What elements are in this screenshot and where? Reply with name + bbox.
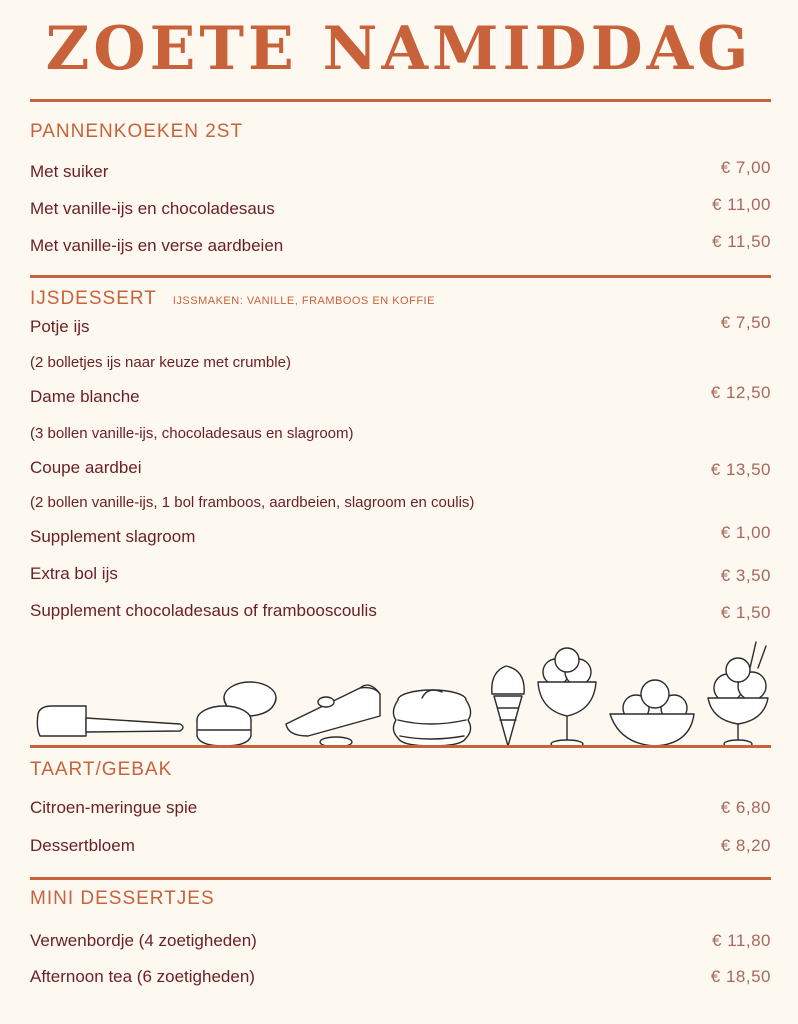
item-name: Afternoon tea (6 zoetigheden): [30, 967, 255, 986]
item-price: € 12,50: [710, 383, 771, 402]
sundae-glass-icon: [708, 642, 768, 748]
section-note: IJSSMAKEN: VANILLE, FRAMBOOS EN KOFFIE: [172, 295, 435, 307]
ice-cream-bowl-icon: [610, 680, 694, 746]
item-description: (2 bolletjes ijs naar keuze met crumble): [30, 354, 291, 371]
menu-item: [30, 561, 771, 587]
item-name: Supplement slagroom: [30, 527, 196, 546]
ice-cream-cup-icon: [538, 648, 596, 748]
item-name: Supplement chocoladesaus of frambooscoulis: [30, 601, 377, 620]
section-heading-taart-gebak: TAART/GEBAK: [30, 759, 173, 780]
menu-item: [30, 384, 771, 410]
item-price: € 3,50: [720, 566, 771, 585]
item-price: € 18,50: [710, 967, 771, 986]
item-name: Dame blanche: [30, 387, 140, 406]
item-price: € 11,50: [712, 232, 771, 251]
item-name: Dessertbloem: [30, 836, 135, 855]
section-heading-label: IJSDESSERT: [30, 288, 157, 309]
divider: [30, 877, 771, 880]
pancake-stack-icon: [393, 690, 470, 746]
item-description: (3 bollen vanille-ijs, chocoladesaus en slagroom): [30, 425, 354, 442]
pie-slice-icon: [286, 685, 380, 747]
item-description: (2 bollen vanille-ijs, 1 bol framboos, aardbeien, slagroom en coulis): [30, 494, 475, 511]
menu-item: [30, 524, 771, 550]
item-price: € 11,80: [712, 931, 771, 950]
section-heading-ijsdessert: [30, 288, 435, 310]
section-heading-mini-dessertjes: MINI DESSERTJES: [30, 888, 215, 909]
item-name: Extra bol ijs: [30, 564, 118, 583]
menu-item: [30, 795, 771, 821]
ice-cream-cone-icon: [492, 666, 524, 746]
item-price: € 1,50: [720, 603, 771, 622]
item-name: Met suiker: [30, 162, 109, 181]
item-price: € 7,00: [720, 158, 771, 177]
spatula-icon: [37, 706, 183, 736]
menu-item: [30, 455, 771, 481]
item-name: Citroen-meringue spie: [30, 798, 198, 817]
item-price: € 6,80: [720, 798, 771, 817]
item-price: € 13,50: [710, 460, 771, 479]
item-name: Met vanille-ijs en chocoladesaus: [30, 199, 275, 218]
item-price: € 1,00: [720, 523, 771, 542]
item-price: € 11,00: [712, 195, 771, 214]
section-heading-pannenkoeken: PANNENKOEKEN 2ST: [30, 121, 244, 142]
menu-item: [30, 196, 771, 222]
macarons-icon: [197, 682, 276, 746]
item-price: € 7,50: [720, 313, 771, 332]
menu-item: [30, 233, 771, 259]
menu-item: [30, 964, 771, 990]
item-name: Coupe aardbei: [30, 458, 142, 477]
item-name: Met vanille-ijs en verse aardbeien: [30, 236, 284, 255]
divider: [30, 99, 771, 102]
item-name: Verwenbordje (4 zoetigheden): [30, 931, 257, 950]
menu-item: [30, 314, 771, 340]
divider: [30, 745, 771, 748]
item-price: € 8,20: [720, 836, 771, 855]
dessert-illustrations: [30, 636, 771, 748]
menu-item: [30, 159, 771, 185]
menu-item: [30, 928, 771, 954]
menu-item: [30, 833, 771, 859]
item-name: Potje ijs: [30, 317, 90, 336]
divider: [30, 275, 771, 278]
menu-item: [30, 598, 771, 624]
menu-title: ZOETE NAMIDDAG: [45, 14, 753, 84]
